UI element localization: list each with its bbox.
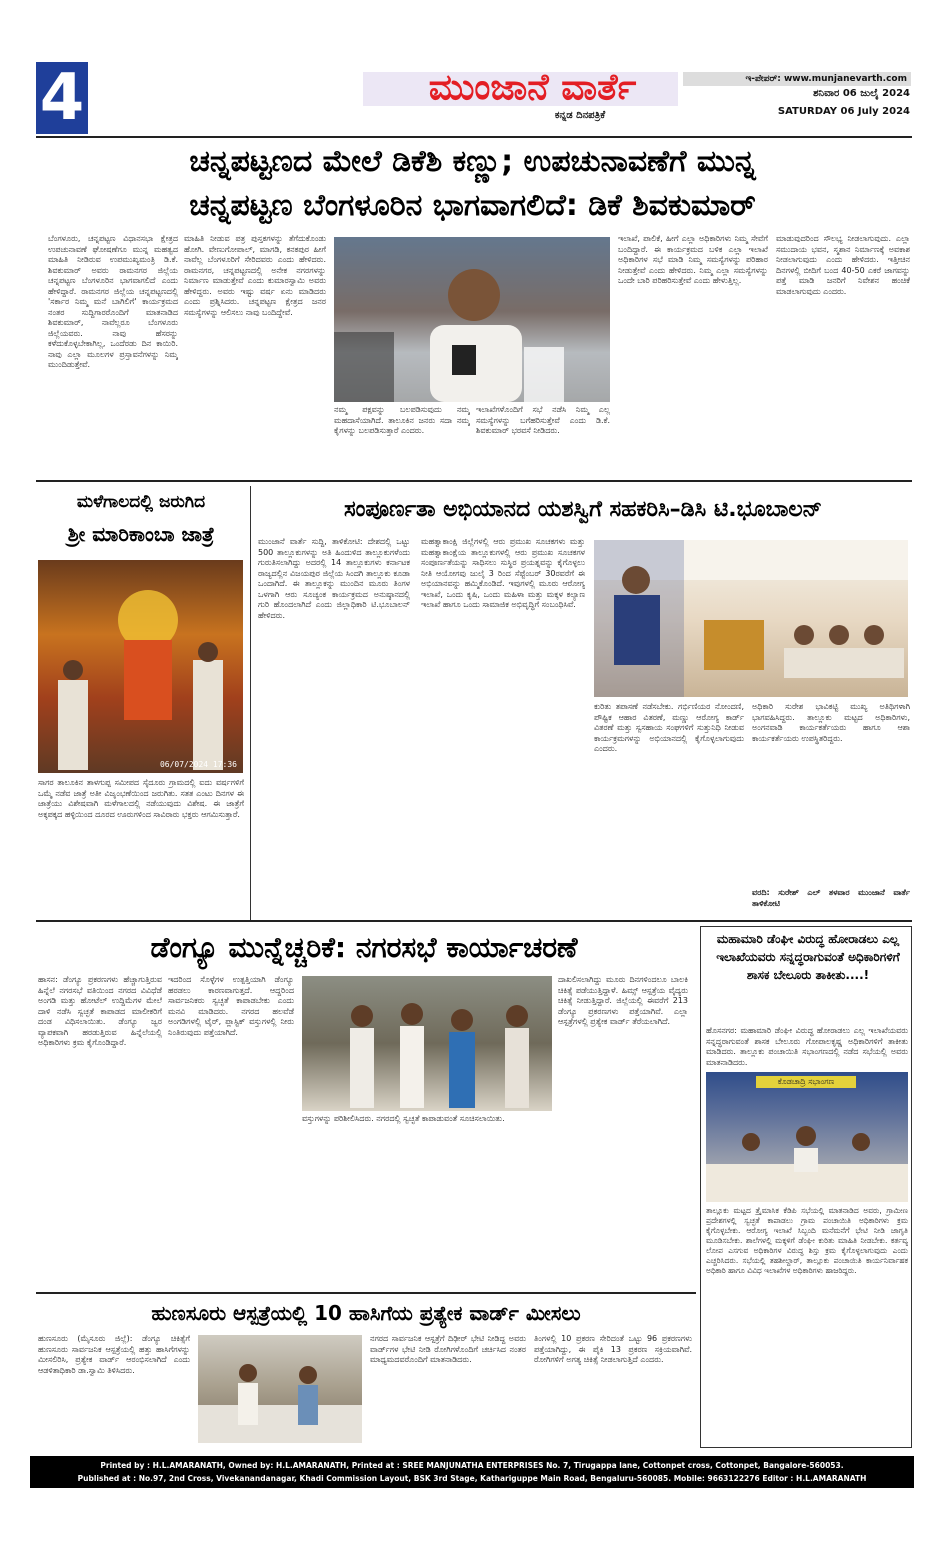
story3-photo [594,540,908,697]
meeting-illustration [706,1072,908,1202]
story2-headline-line1: ಮಳೆಗಾಲದಲ್ಲಿ ಜರುಗಿದ [76,492,206,512]
story6-col3: ತಿಂಗಳಲ್ಲಿ 10 ಪ್ರಕರಣ ಸೇರಿದಂತೆ ಒಟ್ಟು 96 ಪ್ರಕರಣಗಳು ಪತ್ತೆಯಾಗಿದ್ದು, ಈ ಪೈಕಿ 13 ಪ್ರಕರಣ ಸಕ್ರಿಯವಾಗಿವೆ. ರೋಗಿಗಳಿಗೆ ಅಗತ್ಯ ಚಿಕಿತ್ಸೆ ನೀಡಲಾಗುತ್ತಿದೆ ಎಂದರು. [534,1334,692,1364]
story5-photo-banner: ಕೊಡಚಾದ್ರಿ ಸಭಾಂಗಣ [756,1076,856,1088]
footer [30,1456,914,1488]
story1-col1: ಬೆಂಗಳೂರು, ಚನ್ನಪಟ್ಟಣ ವಿಧಾನಸಭಾ ಕ್ಷೇತ್ರದ ಉಪಚುನಾವಣೆ ಘೋಷಣೆಗೂ ಮುನ್ನ ಮಹತ್ವದ ಮಾಹಿತಿ ನೀಡಿರುವ ಉಪಮುಖ್ಯಮಂತ್ರಿ ಡಿ.ಕೆ. ಶಿವಕುಮಾರ್ ಅವರು ರಾಮನಗರ ಜಿಲ್ಲೆಯ ಚನ್ನಪಟ್ಟಣ ಬೆಂಗಳೂರಿನ ಭಾಗವಾಗಲಿದೆ ಎಂದು ಹೇಳಿದ್ದಾರೆ. ರಾಮನಗರ ಜಿಲ್ಲೆಯ ಚನ್ನಪಟ್ಟಣದಲ್ಲಿ 'ಸರ್ಕಾರ ನಿಮ್ಮ ಮನೆ ಬಾಗಿಲಿಗೆ' ಕಾರ್ಯಕ್ರಮದ ನಂತರ ಸುದ್ದಿಗಾರರೊಂದಿಗೆ ಮಾತನಾಡಿದ ಶಿವಕುಮಾರ್, ನಾವೆಲ್ಲರೂ ಬೆಂಗಳೂರು ಜಿಲ್ಲೆಯವರು. ನಾವು ಹೆಸರನ್ನು ಕಳೆದುಕೊಳ್ಳಬೇಕಾಗಿಲ್ಲ, ಒಂದೆರಡು ದಿನ ಕಾಯಿರಿ. ನಾವು ಎಲ್ಲಾ ಮೂಲಗಳ ಪ್ರಸ್ತಾವನೆಗಳನ್ನು ನಿಮ್ಮ ಮುಂದಿಡುತ್ತೇವೆ. [48,234,178,369]
footer-line2: Published at : No.97, 2nd Cross, Vivekanandanagar, Khadi Commission Layout, BSK 3rd Stage, Kathariguppe Main Road, Bengaluru-560085. Mobile: 9663122276 Editor : H.L.AMARANATH [77,1474,867,1483]
story6-headline: ಹುಣಸೂರು ಆಸ್ಪತ್ರೆಯಲ್ಲಿ 10 ಹಾಸಿಗೆಯ ಪ್ರತ್ಯೇಕ ವಾರ್ಡ್ ಮೀಸಲು [151,1301,581,1325]
story6-col1: ಹುಣಸೂರು (ಮೈಸೂರು ಜಿಲ್ಲೆ): ಡೆಂಗ್ಯೂ ಚಿಕಿತ್ಸೆಗೆ ಹುಣಸೂರು ಸಾರ್ವಜನಿಕ ಆಸ್ಪತ್ರೆಯಲ್ಲಿ ಹತ್ತು ಹಾಸಿಗೆಗಳನ್ನು ಮೀಸಲಿರಿಸಿ, ಪ್ರತ್ಯೇಕ ವಾರ್ಡ್ ಆರಂಭಿಸಲಾಗಿದೆ ಎಂದು ಆಡಳಿತಾಧಿಕಾರಿ ಡಾ.ಸ್ವಾಮಿ ತಿಳಿಸಿದರು. [38,1334,190,1375]
officials-inspection-illustration [302,976,552,1111]
date-english: SATURDAY 06 July 2024 [777,106,910,117]
story1-bottom-rule [36,480,912,482]
story6-photo [198,1335,362,1443]
story1-under-photo-right: ಇಲಾಖೆಗಳೊಂದಿಗೆ ಸಭೆ ನಡೆಸಿ ನಿಮ್ಮ ಎಲ್ಲ ಸಮಸ್ಯೆಗಳನ್ನು ಬಗೆಹರಿಸುತ್ತೇವೆ ಎಂದು ಡಿ.ಕೆ. ಶಿವಕುಮಾರ್ ಭರವಸೆ ನೀಡಿದರು. [476,405,610,435]
story5-photo [706,1072,908,1202]
story5-body: ತಾಲ್ಲೂಕು ಮಟ್ಟದ ತ್ರೈಮಾಸಿಕ ಕೆಡಿಪಿ ಸಭೆಯಲ್ಲಿ ಮಾತನಾಡಿದ ಅವರು, ಗ್ರಾಮೀಣ ಪ್ರದೇಶಗಳಲ್ಲಿ ಸ್ವಚ್ಛತೆ ಕಾಪಾಡಲು ಗ್ರಾಮ ಪಂಚಾಯಿತಿ ಅಧಿಕಾರಿಗಳು ಕ್ರಮ ಕೈಗೊಳ್ಳಬೇಕು. ಆರೋಗ್ಯ ಇಲಾಖೆ ಸಿಬ್ಬಂದಿ ಮನೆಮನೆಗೆ ಭೇಟಿ ನೀಡಿ ಜಾಗೃತಿ ಮೂಡಿಸಬೇಕು. ಶಾಲೆಗಳಲ್ಲಿ ಮಕ್ಕಳಿಗೆ ಡೆಂಘೀ ಕುರಿತು ಮಾಹಿತಿ ನೀಡಬೇಕು. ಕರ್ತವ್ಯ ಲೋಪ ಎಸಗುವ ಅಧಿಕಾರಿಗಳ ವಿರುದ್ಧ ಶಿಸ್ತು ಕ್ರಮ ಕೈಗೊಳ್ಳಲಾಗುವುದು ಎಂದು ಎಚ್ಚರಿಸಿದರು. ಸಭೆಯಲ್ಲಿ ತಹಶೀಲ್ದಾರ್, ತಾಲ್ಲೂಕು ಪಂಚಾಯಿತಿ ಕಾರ್ಯನಿರ್ವಾಹಕ ಅಧಿಕಾರಿ ಹಾಗೂ ವಿವಿಧ ಇಲಾಖೆಗಳ ಅಧಿಕಾರಿಗಳು ಹಾಜರಿದ್ದರು. [706,1206,908,1275]
masthead-rule [36,136,912,138]
story2-photo-timestamp: 06/07/2024 17:36 [159,760,237,769]
story3-headline: ಸಂಪೂರ್ಣತಾ ಅಭಿಯಾನದ ಯಶಸ್ವಿಗೆ ಸಹಕರಿಸಿ–ಡಿಸಿ ಟಿ.ಭೂಬಾಲನ್ [343,497,823,522]
story1-under-photo-left: ನಮ್ಮ ಪಕ್ಷವನ್ನು ಬಲಪಡಿಸುವುದು ನಮ್ಮ ಮಹದಾಸೆಯಾಗಿದೆ. ತಾಲೂಕಿನ ಜನರು ಸದಾ ನಮ್ಮ ಕೈಗಳನ್ನು ಬಲಪಡಿಸುತ್ತಾರೆ ಎಂದರು. [334,405,470,435]
story5-headline: ಮಹಾಮಾರಿ ಡೆಂಘೀ ವಿರುದ್ಧ ಹೋರಾಡಲು ಎಲ್ಲ ಇಲಾಖೆಯವರು ಸನ್ನದ್ಧರಾಗುವಂತೆ ಅಧಿಕಾರಿಗಳಿಗೆ ಶಾಸಕ ಬೇಲೂರು ತಾಕೀತು....! [716,932,900,982]
story1-col2: ಮಾಹಿತಿ ನೀಡುವ ಪತ್ರ ಪುಸ್ತಕಗಳನ್ನು ತೆಗೆದುಕೊಂಡು ಹೋಗಿ. ವೇಣುಗೋಪಾಲ್, ಮಾಗಡಿ, ಕನಕಪುರ ಹೀಗೆ ನಾವೆಲ್ಲ ಬೆಂಗಳೂರಿಗೆ ಸೇರಿದವರು ಎಂದು ಹೇಳಿದರು. ರಾಮನಗರ, ಚನ್ನಪಟ್ಟಣದಲ್ಲಿ ಅನೇಕ ನಗರಗಳನ್ನು ನಿರ್ಮಾಣ ಮಾಡುತ್ತೇವೆ ಎಂದು ಕುಮಾರಸ್ವಾಮಿ ಅವರು ಹೇಳಿದ್ದರು. ಅವರು ಇಷ್ಟು ವರ್ಷ ಏನು ಮಾಡಿದರು ಎಂದು ಪ್ರಶ್ನಿಸಿದರು. ಚನ್ನಪಟ್ಟಣ ಕ್ಷೇತ್ರದ ಜನರ ಸಮಸ್ಯೆಗಳನ್ನು ಆಲಿಸಲು ನಾವು ಬಂದಿದ್ದೇವೆ. [184,234,326,317]
story2-photo [38,560,243,773]
footer-line1: Printed by : H.L.AMARANATH, Owned by: H.L.AMARANATH, Printed at : SREE MANJUNATHA ENTERPRISES No. 7, Tirugappa lane, Cottonpet cross, Cottonpet, Bangalore-560053. [100,1461,844,1470]
story4-col3: ದಾಖಲಿಸಲಾಗಿದ್ದು ಮೂರು ದಿನಗಳಿಂದಲೂ ಬಾಲಕಿ ಚಿಕಿತ್ಸೆ ಪಡೆಯುತ್ತಿದ್ದಾಳೆ. ಹಿಮ್ಸ್ ಆಸ್ಪತ್ರೆಯ ವೈದ್ಯರು ಚಿಕಿತ್ಸೆ ನೀಡುತ್ತಿದ್ದಾರೆ. ಜಿಲ್ಲೆಯಲ್ಲಿ ಈವರೆಗೆ 213 ಡೆಂಗ್ಯೂ ಪ್ರಕರಣಗಳು ಪತ್ತೆಯಾಗಿವೆ. ಎಲ್ಲಾ ಆಸ್ಪತ್ರೆಗಳಲ್ಲಿ ಪ್ರತ್ಯೇಕ ವಾರ್ಡ್ ತೆರೆಯಲಾಗಿದೆ. [558,975,688,1026]
story1-col3: ಇಲಾಖೆ, ಪಾಲಿಕೆ, ಹೀಗೆ ಎಲ್ಲಾ ಅಧಿಕಾರಿಗಳು ನಿಮ್ಮ ಸೇವೆಗೆ ಬಂದಿದ್ದಾರೆ. ಈ ಕಾರ್ಯಕ್ರಮದ ಬಳಿಕ ಎಲ್ಲಾ ಇಲಾಖೆ ಅಧಿಕಾರಿಗಳ ಸಭೆ ಮಾಡಿ ನಿಮ್ಮ ಸಮಸ್ಯೆಗಳನ್ನು ಪರಿಹಾರ ನೀಡುತ್ತೇವೆ ಎಂದು ಹೇಳಿದರು. ನಿಮ್ಮ ಎಲ್ಲಾ ಸಮಸ್ಯೆಗಳನ್ನು ಒಂದೇ ಬಾರಿ ಪರಿಹರಿಸುತ್ತೇವೆ ಎಂದು ಹೇಳುತ್ತಿಲ್ಲ. [618,234,768,285]
story3-col1: ಮುಂಜಾನೆ ವಾರ್ತೆ ಸುದ್ದಿ, ತಾಳಿಕೋಟಿ: ದೇಶದಲ್ಲಿ ಒಟ್ಟು 500 ತಾಲ್ಲೂಕುಗಳನ್ನು ಅತಿ ಹಿಂದುಳಿದ ತಾಲ್ಲೂಕುಗಳೆಂದು ಗುರುತಿಸಲಾಗಿದ್ದು ಅದರಲ್ಲಿ 14 ತಾಲ್ಲೂಕುಗಳು ಕರ್ನಾಟಕ ರಾಜ್ಯದಲ್ಲಿನ ವಿಜಯಪುರ ಜಿಲ್ಲೆಯ ಸಿಂದಗಿ ತಾಲ್ಲೂಕು ಕೂಡಾ ಒಂದಾಗಿದೆ. ಈ ತಾಲ್ಲೂಕನ್ನು ಮುಂದಿನ ಮೂರು ತಿಂಗಳ ಒಳಗಾಗಿ ಆರು ಸೂಚ್ಯಂಕ ಕಾರ್ಯಕ್ರಮದ ಅನುಷ್ಠಾನದಲ್ಲಿ ಗುರಿ ಹೊಂದಲಾಗಿದೆ ಎಂದು ಜಿಲ್ಲಾಧಿಕಾರಿ ಟಿ.ಭೂಬಾಲನ್ ಹೇಳಿದರು. [258,537,410,620]
story1-col4: ಮಾಡುವುದರಿಂದ ಸೌಲಭ್ಯ ನೀಡಲಾಗುವುದು. ಎಲ್ಲಾ ಸಮುದಾಯ ಭವನ, ಸ್ಮಶಾನ ನಿರ್ಮಾಣಕ್ಕೆ ಅವಕಾಶ ನೀಡಲಾಗುವುದು ಎಂದು ಹೇಳಿದರು. ಇತ್ತೀಚಿನ ದಿನಗಳಲ್ಲಿ ಬೀದಿಗೆ ಬಂದ 40-50 ಎಕರೆ ಜಾಗವನ್ನು ಪತ್ತೆ ಮಾಡಿ ಜನರಿಗೆ ನಿವೇಶನ ಹಂಚಿಕೆ ಮಾಡಲಾಗುವುದು ಎಂದರು. [776,234,910,296]
story4-photo-caption: ವಸ್ತುಗಳನ್ನು ಪರಿಶೀಲಿಸಿದರು. ನಗರದಲ್ಲಿ ಸ್ವಚ್ಛತೆ ಕಾಪಾಡುವಂತೆ ಸೂಚಿಸಲಾಯಿತು. [302,1114,505,1123]
politician-illustration [334,237,610,402]
story1-photo [334,237,610,402]
story4-headline: ಡೆಂಗ್ಯೂ ಮುನ್ನೆಚ್ಚರಿಕೆ: ನಗರಸಭೆ ಕಾರ್ಯಾಚರಣೆ [150,931,578,964]
date-kannada: ಶನಿವಾರ 06 ಜುಲೈ 2024 [813,88,910,99]
masthead-title: ಮುಂಜಾನೆ ವಾರ್ತೆ [428,67,637,108]
story3-col4: ಅಧಿಕಾರಿ ಸುರೇಶ ಭಾವಿಕಟ್ಟಿ ಮುಖ್ಯ ಅತಿಥಿಗಳಾಗಿ ಭಾಗವಹಿಸಿದ್ದರು. ತಾಲ್ಲೂಕು ಮಟ್ಟದ ಅಧಿಕಾರಿಗಳು, ಅಂಗನವಾಡಿ ಕಾರ್ಯಕರ್ತೆಯರು ಹಾಗೂ ಆಶಾ ಕಾರ್ಯಕರ್ತೆಯರು ಉಪಸ್ಥಿತರಿದ್ದರು. [752,702,910,743]
page-number: 4 [39,61,85,135]
column-divider [250,486,251,920]
story3-col2: ಮಹತ್ವಾಕಾಂಕ್ಷಿ ಜಿಲ್ಲೆಗಳಲ್ಲಿ ಆರು ಪ್ರಮುಖ ಸೂಚಕಗಳು ಮತ್ತು ಮಹತ್ವಾಕಾಂಕ್ಷೆಯ ತಾಲ್ಲೂಕುಗಳಲ್ಲಿ ಆರು ಪ್ರಮುಖ ಸೂಚಕಗಳ ಸಂಪೂರ್ಣತೆಯನ್ನು ಸಾಧಿಸಲು ಸುಸ್ಥಿರ ಪ್ರಯತ್ನವನ್ನು ಕೈಗೊಳ್ಳಲು ನೀತಿ ಆಯೋಗವು ಜುಲೈ 3 ರಿಂದ ಸೆಪ್ಟೆಂಬರ್ 30ರವರೆಗೆ ಈ ಅಭಿಯಾನವನ್ನು ಹಮ್ಮಿಕೊಂಡಿದೆ. ಇವುಗಳಲ್ಲಿ ಮೂರು ಆರೋಗ್ಯ ಇಲಾಖೆ, ಒಂದು ಕೃಷಿ, ಒಂದು ಮಹಿಳಾ ಮತ್ತು ಮಕ್ಕಳ ಕಲ್ಯಾಣ ಇಲಾಖೆ ಹಾಗೂ ಒಂದು ಸಾಮಾಜಿಕ ಅಭಿವೃದ್ಧಿಗೆ ಸಂಬಂಧಿಸಿವೆ. [421,537,585,609]
temple-festival-illustration [38,560,243,773]
story2-headline-line2: ಶ್ರೀ ಮಾರಿಕಾಂಬಾ ಜಾತ್ರೆ [67,522,215,546]
masthead-subtitle: ಕನ್ನಡ ದಿನಪತ್ರಿಕೆ [554,110,606,121]
page-number-box [36,62,88,134]
story6-col2: ನಗರದ ಸಾರ್ವಜನಿಕ ಆಸ್ಪತ್ರೆಗೆ ದಿಢೀರ್ ಭೇಟಿ ನೀಡಿದ್ದ ಅವರು ವಾರ್ಡ್‌ಗಳ ಭೇಟಿ ನೀಡಿ ರೋಗಿಗಳೊಂದಿಗೆ ಚರ್ಚಿಸಿದ ನಂತರ ಮಾಧ್ಯಮದವರೊಂದಿಗೆ ಮಾತನಾಡಿದರು. [370,1334,526,1364]
conference-illustration [594,540,908,697]
story5-intro: ಹೊಸನಗರ: ಮಹಾಮಾರಿ ಡೆಂಘೀ ವಿರುದ್ಧ ಹೋರಾಡಲು ಎಲ್ಲ ಇಲಾಖೆಯವರು ಸನ್ನದ್ಧರಾಗುವಂತೆ ಶಾಸಕ ಬೇಲೂರು ಗೋಪಾಲಕೃಷ್ಣ ಅಧಿಕಾರಿಗಳಿಗೆ ತಾಕೀತು ಮಾಡಿದರು. ತಾಲ್ಲೂಕು ಪಂಚಾಯಿತಿ ಸಭಾಂಗಣದಲ್ಲಿ ನಡೆದ ಸಭೆಯಲ್ಲಿ ಅವರು ಮಾತನಾಡಿದರು. [706,1026,908,1067]
story3-byline: ವರದಿ: ಸುರೇಶ್ ಎಲ್ ತಳವಾರ ಮುಂಜಾನೆ ವಾರ್ತೆ ತಾಳಿಕೋಟಿ [752,888,910,908]
story2-body: ಸಾಗರ ತಾಲೂಕಿನ ತಾಳಗುಪ್ಪ ಸಮೀಪದ ಸೈದೂರು ಗ್ರಾಮದಲ್ಲಿ ಐದು ವರ್ಷಗಳಿಗೆ ಒಮ್ಮೆ ನಡೆವ ಜಾತ್ರೆ ಅತೀ ವಿಜೃಂಭಣೆಯಿಂದ ಜರುಗಿತು. ಸತತ ಎಂಟು ದಿನಗಳ ಈ ಜಾತ್ರೆಯು ವಿಶೇಷವಾಗಿ ಮಳೆಗಾಲದಲ್ಲಿ ನಡೆಯುವುದು ವಿಶೇಷ. ಈ ಜಾತ್ರೆಗೆ ಅಕ್ಕಪಕ್ಕದ ಹಳ್ಳಿಯಿಂದ ದೂರದ ಊರುಗಳಿಂದ ಸಾವಿರಾರು ಭಕ್ತರು ಆಗಮಿಸುತ್ತಾರೆ. [38,778,244,819]
hospital-ward-illustration [198,1335,362,1443]
story1-headline-line2: ಚನ್ನಪಟ್ಟಣ ಬೆಂಗಳೂರಿನ ಭಾಗವಾಗಲಿದೆ: ಡಿಕೆ ಶಿವಕುಮಾರ್ [189,188,756,223]
epaper-url: ಇ-ಪೇಪರ್: www.munjanevarth.com [683,72,911,86]
story3-bottom-rule [36,920,912,922]
story4-photo [302,976,552,1111]
story4-col1: ಹಾಸನ: ಡೆಂಗ್ಯೂ ಪ್ರಕರಣಗಳು ಹೆಚ್ಚಾಗುತ್ತಿರುವ ಹಿನ್ನೆಲೆ ನಗರಸಭೆ ವತಿಯಿಂದ ನಗರದ ವಿವಿಧೆಡೆ ಅಂಗಡಿ ಮತ್ತು ಹೋಟೆಲ್ ಉದ್ದಿಮೆಗಳ ಮೇಲೆ ದಾಳಿ ನಡೆಸಿ ಸ್ವಚ್ಛತೆ ಕಾಪಾಡದ ಮಾಲೀಕರಿಗೆ ದಂಡ ವಿಧಿಸಲಾಯಿತು. ಡೆಂಗ್ಯೂ ಜ್ವರ ವ್ಯಾಪಕವಾಗಿ ಹರಡುತ್ತಿರುವ ಹಿನ್ನೆಲೆಯಲ್ಲಿ ಅಧಿಕಾರಿಗಳು ಕ್ರಮ ಕೈಗೊಂಡಿದ್ದಾರೆ. [38,975,162,1047]
story6-top-rule [36,1292,696,1294]
story4-col2: ಇದರಿಂದ ಸೊಳ್ಳೆಗಳ ಉತ್ಪತ್ತಿಯಾಗಿ ಡೆಂಗ್ಯೂ ಹರಡಲು ಕಾರಣವಾಗುತ್ತದೆ. ಆದ್ದರಿಂದ ಸಾರ್ವಜನಿಕರು ಸ್ವಚ್ಛತೆ ಕಾಪಾಡಬೇಕು ಎಂದು ಮನವಿ ಮಾಡಿದರು. ನಗರದ ಹಲವೆಡೆ ಅಂಗಡಿಗಳಲ್ಲಿ ಟೈರ್, ಪ್ಲಾಸ್ಟಿಕ್ ವಸ್ತುಗಳಲ್ಲಿ ನೀರು ನಿಂತಿರುವುದು ಪತ್ತೆಯಾಗಿದೆ. [168,975,294,1037]
story3-col3: ಕುರಿತು ತಪಾಸಣೆ ನಡೆಸಬೇಕು. ಗರ್ಭಿಣಿಯರ ನೋಂದಣಿ, ಪೌಷ್ಟಿಕ ಆಹಾರ ವಿತರಣೆ, ಮಣ್ಣು ಆರೋಗ್ಯ ಕಾರ್ಡ್ ವಿತರಣೆ ಮತ್ತು ಸ್ವಸಹಾಯ ಸಂಘಗಳಿಗೆ ಸುತ್ತುನಿಧಿ ನೀಡುವ ಕಾರ್ಯಕ್ರಮಗಳನ್ನು ಅಭಿಯಾನದಲ್ಲಿ ಕೈಗೊಳ್ಳಲಾಗುವುದು ಎಂದರು. [594,702,744,753]
story1-headline-line1: ಚನ್ನಪಟ್ಟಣದ ಮೇಲೆ ಡಿಕೆಶಿ ಕಣ್ಣು; ಉಪಚುನಾವಣೆಗೆ ಮುನ್ನ [189,144,756,179]
